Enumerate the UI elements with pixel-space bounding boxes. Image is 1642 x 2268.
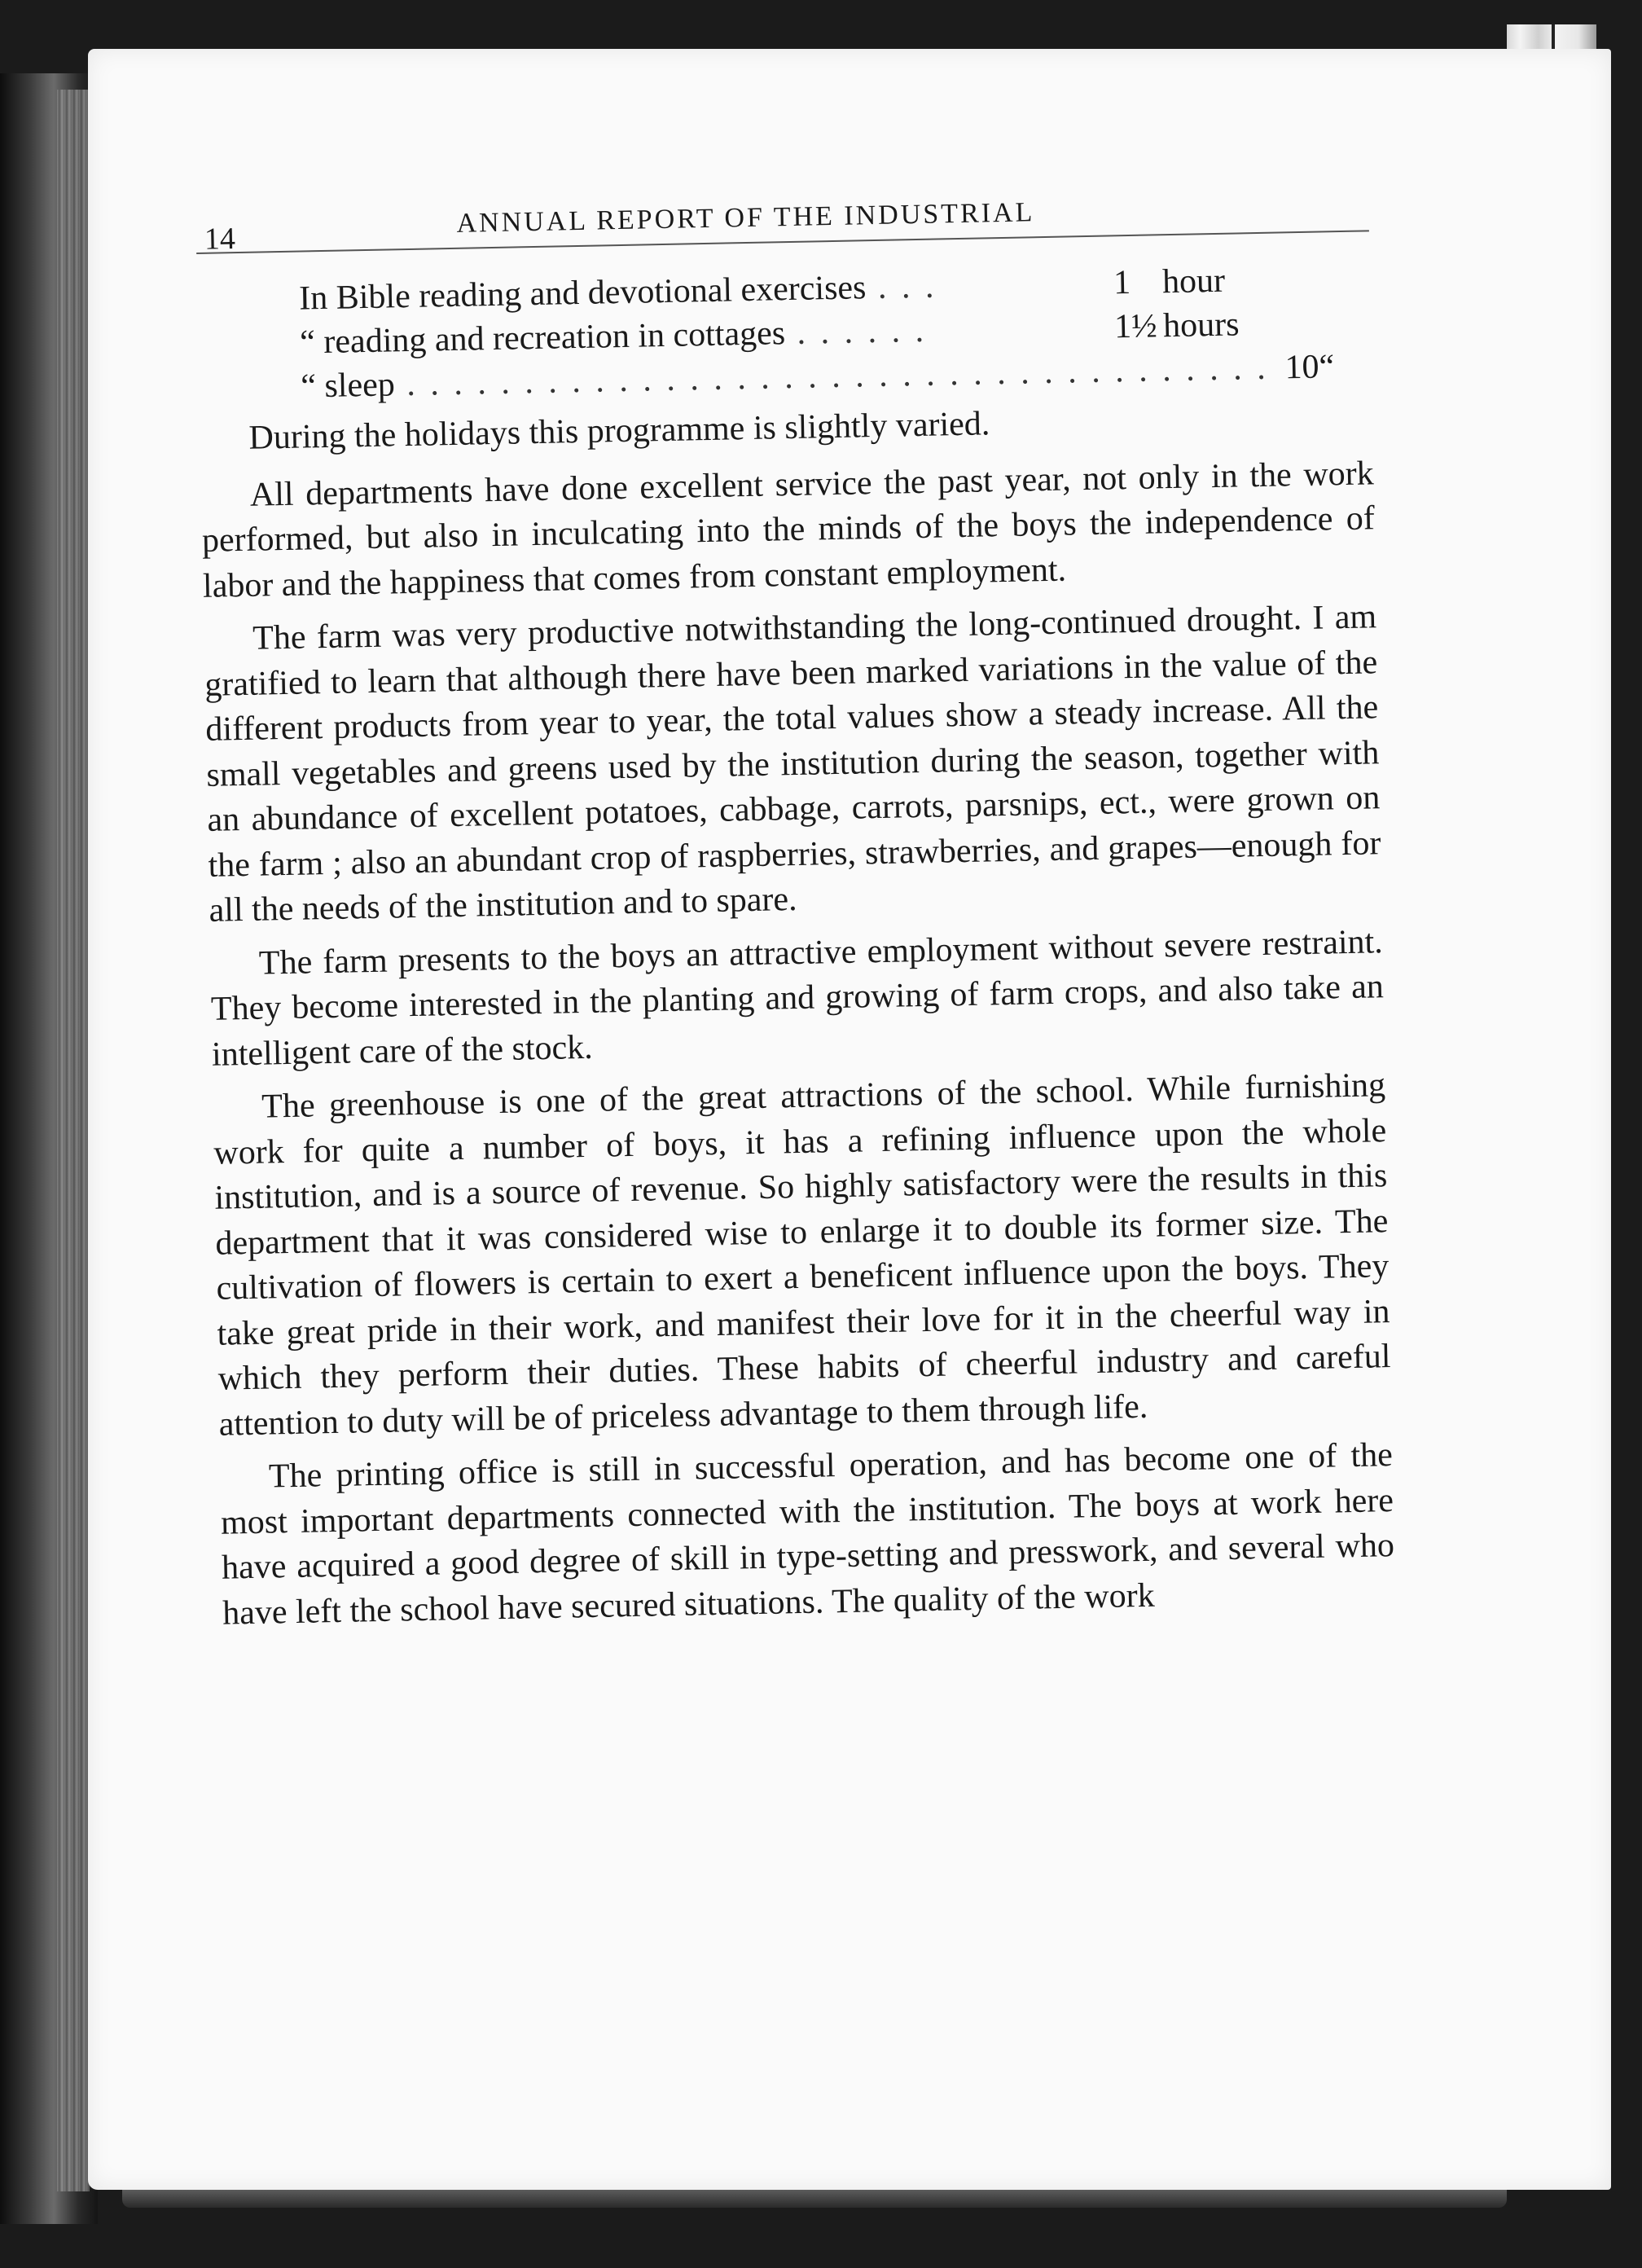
paragraph: The greenhouse is one of the great attractions of the school. While furnishing work for quite a number of boys, it has a refining influence upon the whole institution, and is a source of revenue. So highly satisfactory were the results in this department that it was considered wise to enlarge it to double its former size. The cultivation of flowers is certain to exert a beneficent influence upon the boys. They take great pride in their work, and manifest their love for it in the cheerful way in which they perform their duties. These habits of cheerful industry and careful attention to duty will be of priceless advantage to them through life. bbox=[213, 1066, 1391, 1444]
schedule-activity: In Bible reading and devotional exercises bbox=[298, 269, 867, 318]
page-stack-edge bbox=[57, 90, 90, 2191]
leader-dots: . . . . . . bbox=[784, 311, 928, 353]
schedule-activity: “ reading and recreation in cottages bbox=[299, 314, 786, 362]
leader-dots: . . . bbox=[865, 267, 937, 307]
schedule-unit: “ bbox=[1319, 348, 1335, 386]
running-title: ANNUAL REPORT OF THE INDUSTRIAL bbox=[456, 197, 1035, 239]
paragraph: All departments have done excellent service the past year, not only in the work performed, but also in inculcating into the minds of the boys the independence of labor and the happiness that comes from constant employment. bbox=[201, 454, 1376, 605]
schedule-activity: “ sleep bbox=[300, 366, 396, 406]
leader-dots: . . . . . . . . . . . . . . . . . . . . . . . . . . . . . . . . . . . . . bbox=[394, 349, 1270, 404]
paragraph: During the holidays this programme is slightly varied. bbox=[248, 405, 990, 457]
paragraph: The farm was very productive notwithstanding the long-continued drought. I am gratified to learn that although there have been marked variations in the value of the different products from year to year, the total values show a steady increase. All the small vegetables and greens used by the institution during the season, together with an abundance of excellent potatoes, cabbage, carrots, parsnips, ect., were grown on the farm ; also an abundant crop of raspberries, strawberries, and grapes—enough for all the needs of the institution and to spare. bbox=[204, 598, 1381, 930]
schedule-unit: hours bbox=[1162, 305, 1240, 345]
schedule-quantity: 1 bbox=[1113, 263, 1131, 302]
page-content bbox=[195, 181, 1396, 1644]
paragraph: The farm presents to the boys an attractive employment without severe restraint. They become interested in the planting and growing of farm crops, and also take an intelligent care of the stock. bbox=[210, 922, 1385, 1074]
schedule-table bbox=[298, 258, 1335, 409]
page-number: 14 bbox=[204, 222, 236, 257]
schedule-quantity: 10 bbox=[1284, 348, 1319, 387]
schedule-quantity: 1½ bbox=[1113, 307, 1158, 346]
schedule-unit: hour bbox=[1161, 262, 1226, 301]
paragraph: The printing office is still in successful operation, and has become one of the most important departments connected with the institution. The boys at work here have acquired a good degree of skill in type-setting and presswork, and several who have left the school have secured situations. The quality of the work bbox=[220, 1436, 1395, 1633]
